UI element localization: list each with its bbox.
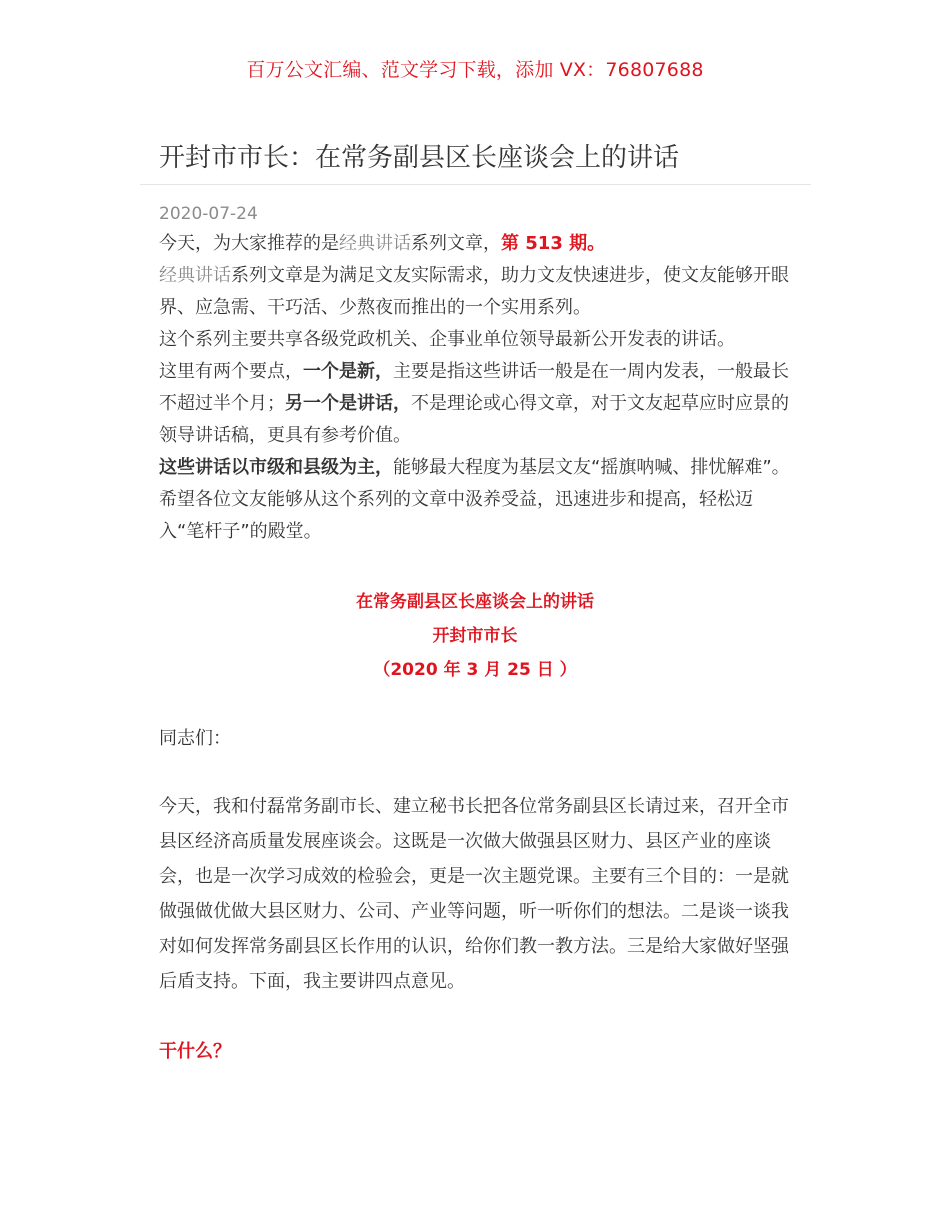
- series-name: 经典讲话: [339, 233, 411, 254]
- intro-emphasis: 这些讲话以市级和县级为主，: [159, 457, 393, 478]
- intro-paragraph-4: [159, 356, 795, 452]
- speech-heading: [0, 585, 950, 687]
- salutation: 同志们：: [159, 728, 231, 749]
- intro-text: 系列文章，: [411, 233, 501, 254]
- intro-paragraph-1: [159, 228, 795, 260]
- title-divider: [140, 184, 811, 185]
- intro-paragraph-2: [159, 260, 795, 324]
- publish-date: 2020-07-24: [159, 204, 258, 224]
- intro-emphasis: 一个是新，: [303, 361, 393, 382]
- speech-date: （2020 年 3 月 25 日 ）: [373, 660, 577, 680]
- intro-text: 能够最大程度为基层文友“摇旗呐喊、排忧解难”。希望各位文友能够从这个系列的文章中汲养受益，迅速进步和提高，轻松迈入“笔杆子”的殿堂。: [159, 457, 790, 542]
- intro-text: 系列文章是为满足文友实际需求，助力文友快速进步，使文友能够开眼界、应急需、干巧活、少熬夜而推出的一个实用系列。: [159, 265, 789, 318]
- article-title: 开封市市长：在常务副县区长座谈会上的讲话: [159, 143, 680, 173]
- intro-emphasis: 另一个是讲话，: [285, 393, 411, 414]
- header-banner: 百万公文汇编、范文学习下载，添加 VX：76807688: [246, 59, 704, 81]
- speech-title: 在常务副县区长座谈会上的讲话: [356, 592, 594, 612]
- issue-number: 第 513 期。: [501, 233, 606, 254]
- intro-text: 今天，为大家推荐的是: [159, 233, 339, 254]
- series-name: 经典讲话: [159, 265, 231, 286]
- intro-text: 主要是指这些讲话一般是在一周内发表，一般最长不超过半个月；: [159, 361, 789, 414]
- intro-section: [159, 228, 795, 548]
- speech-speaker: 开封市市长: [432, 626, 518, 646]
- speech-paragraph: 今天，我和付磊常务副市长、建立秘书长把各位常务副县区长请过来，召开全市县区经济高质量发展座谈会。这既是一次做大做强县区财力、县区产业的座谈会，也是一次学习成效的检验会，更是一次主题党课。主要有三个目的：一是就做强做优做大县区财力、公司、产业等问题，听一听你们的想法。二是谈一谈我对如何发挥常务副县区长作用的认识，给你们教一教方法。三是给大家做好坚强后盾支持。下面，我主要讲四点意见。: [159, 796, 789, 992]
- intro-paragraph-5: [159, 452, 795, 548]
- intro-text: 不是理论或心得文章，对于文友起草应时应景的领导讲话稿，更具有参考价值。: [159, 393, 789, 446]
- intro-paragraph-3: 这个系列主要共享各级党政机关、企事业单位领导最新公开发表的讲话。: [159, 329, 735, 350]
- section-heading: 干什么？: [159, 1041, 231, 1062]
- intro-text: 这里有两个要点，: [159, 361, 303, 382]
